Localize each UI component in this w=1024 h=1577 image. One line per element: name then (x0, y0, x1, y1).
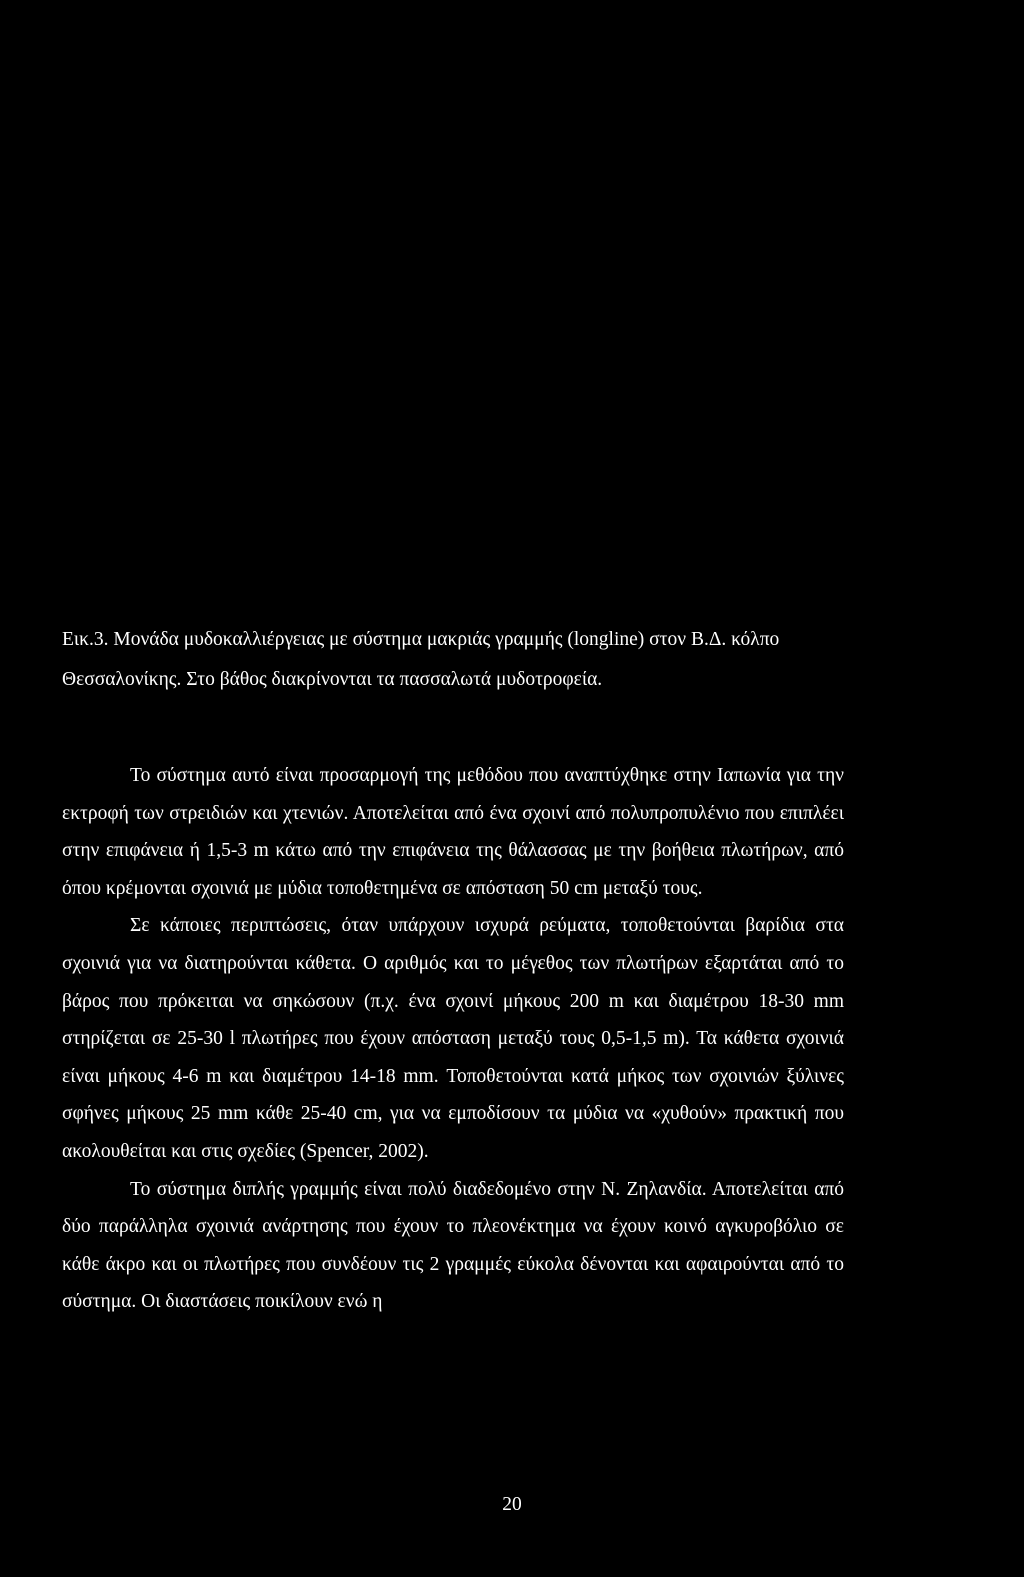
paragraph-1: Το σύστημα αυτό είναι προσαρμογή της μεθόδου που αναπτύχθηκε στην Ιαπωνία για την εκτροφή των στρειδιών και χτενιών. Αποτελείται από ένα σχοινί από πολυπροπυλένιο που επιπλέει στην επιφάνεια ή 1,5-3 m κάτω από την επιφάνεια της θάλασσας με την βοήθεια πλωτήρων, από όπου κρέμονται σχοινιά με μύδια τοποθετημένα σε απόσταση 50 cm μεταξύ τους. (62, 765, 844, 899)
figure-caption: Εικ.3. Μονάδα μυδοκαλλιέργειας με σύστημα μακριάς γραμμής (longline) στον Β.Δ. κόλπο Θεσσαλονίκης. Στο βάθος διακρίνονται τα πασσαλωτά μυδοτροφεία. (62, 629, 780, 690)
paragraph-3: Το σύστημα διπλής γραμμής είναι πολύ διαδεδομένο στην Ν. Ζηλανδία. Αποτελείται από δύο παράλληλα σχοινιά ανάρτησης που έχουν το πλεονέκτημα να έχουν κοινό αγκυροβόλιο σε κάθε άκρο και οι πλωτήρες που συνδέουν τις 2 γραμμές εύκολα δένονται και αφαιρούνται από το σύστημα. Οι διαστάσεις ποικίλουν ενώ η (62, 1178, 844, 1313)
figure-image (0, 0, 1024, 600)
paragraph-2: Σε κάποιες περιπτώσεις, όταν υπάρχουν ισχυρά ρεύματα, τοποθετούνται βαρίδια στα σχοινιά για να διατηρούνται κάθετα. Ο αριθμός και το μέγεθος των πλωτήρων εξαρτάται από το βάρος που πρόκειται να σηκώσουν (π.χ. ένα σχοινί μήκους 200 m και διαμέτρου 18-30 mm στηρίζεται σε 25-30 l πλωτήρες που έχουν απόσταση μεταξύ τους 0,5-1,5 m). Τα κάθετα σχοινιά είναι μήκους 4-6 m και διαμέτρου 14-18 mm. Τοποθετούνται κατά μήκος των σχοινιών ξύλινες σφήνες μήκους 25 mm κάθε 25-40 cm, για να εμποδίσουν τα μύδια να «χυθούν» πρακτική που ακολουθείται και στις σχεδίες (Spencer, 2002). (62, 915, 844, 1162)
page-number: 20 (502, 1494, 522, 1515)
body-text (62, 757, 844, 1321)
